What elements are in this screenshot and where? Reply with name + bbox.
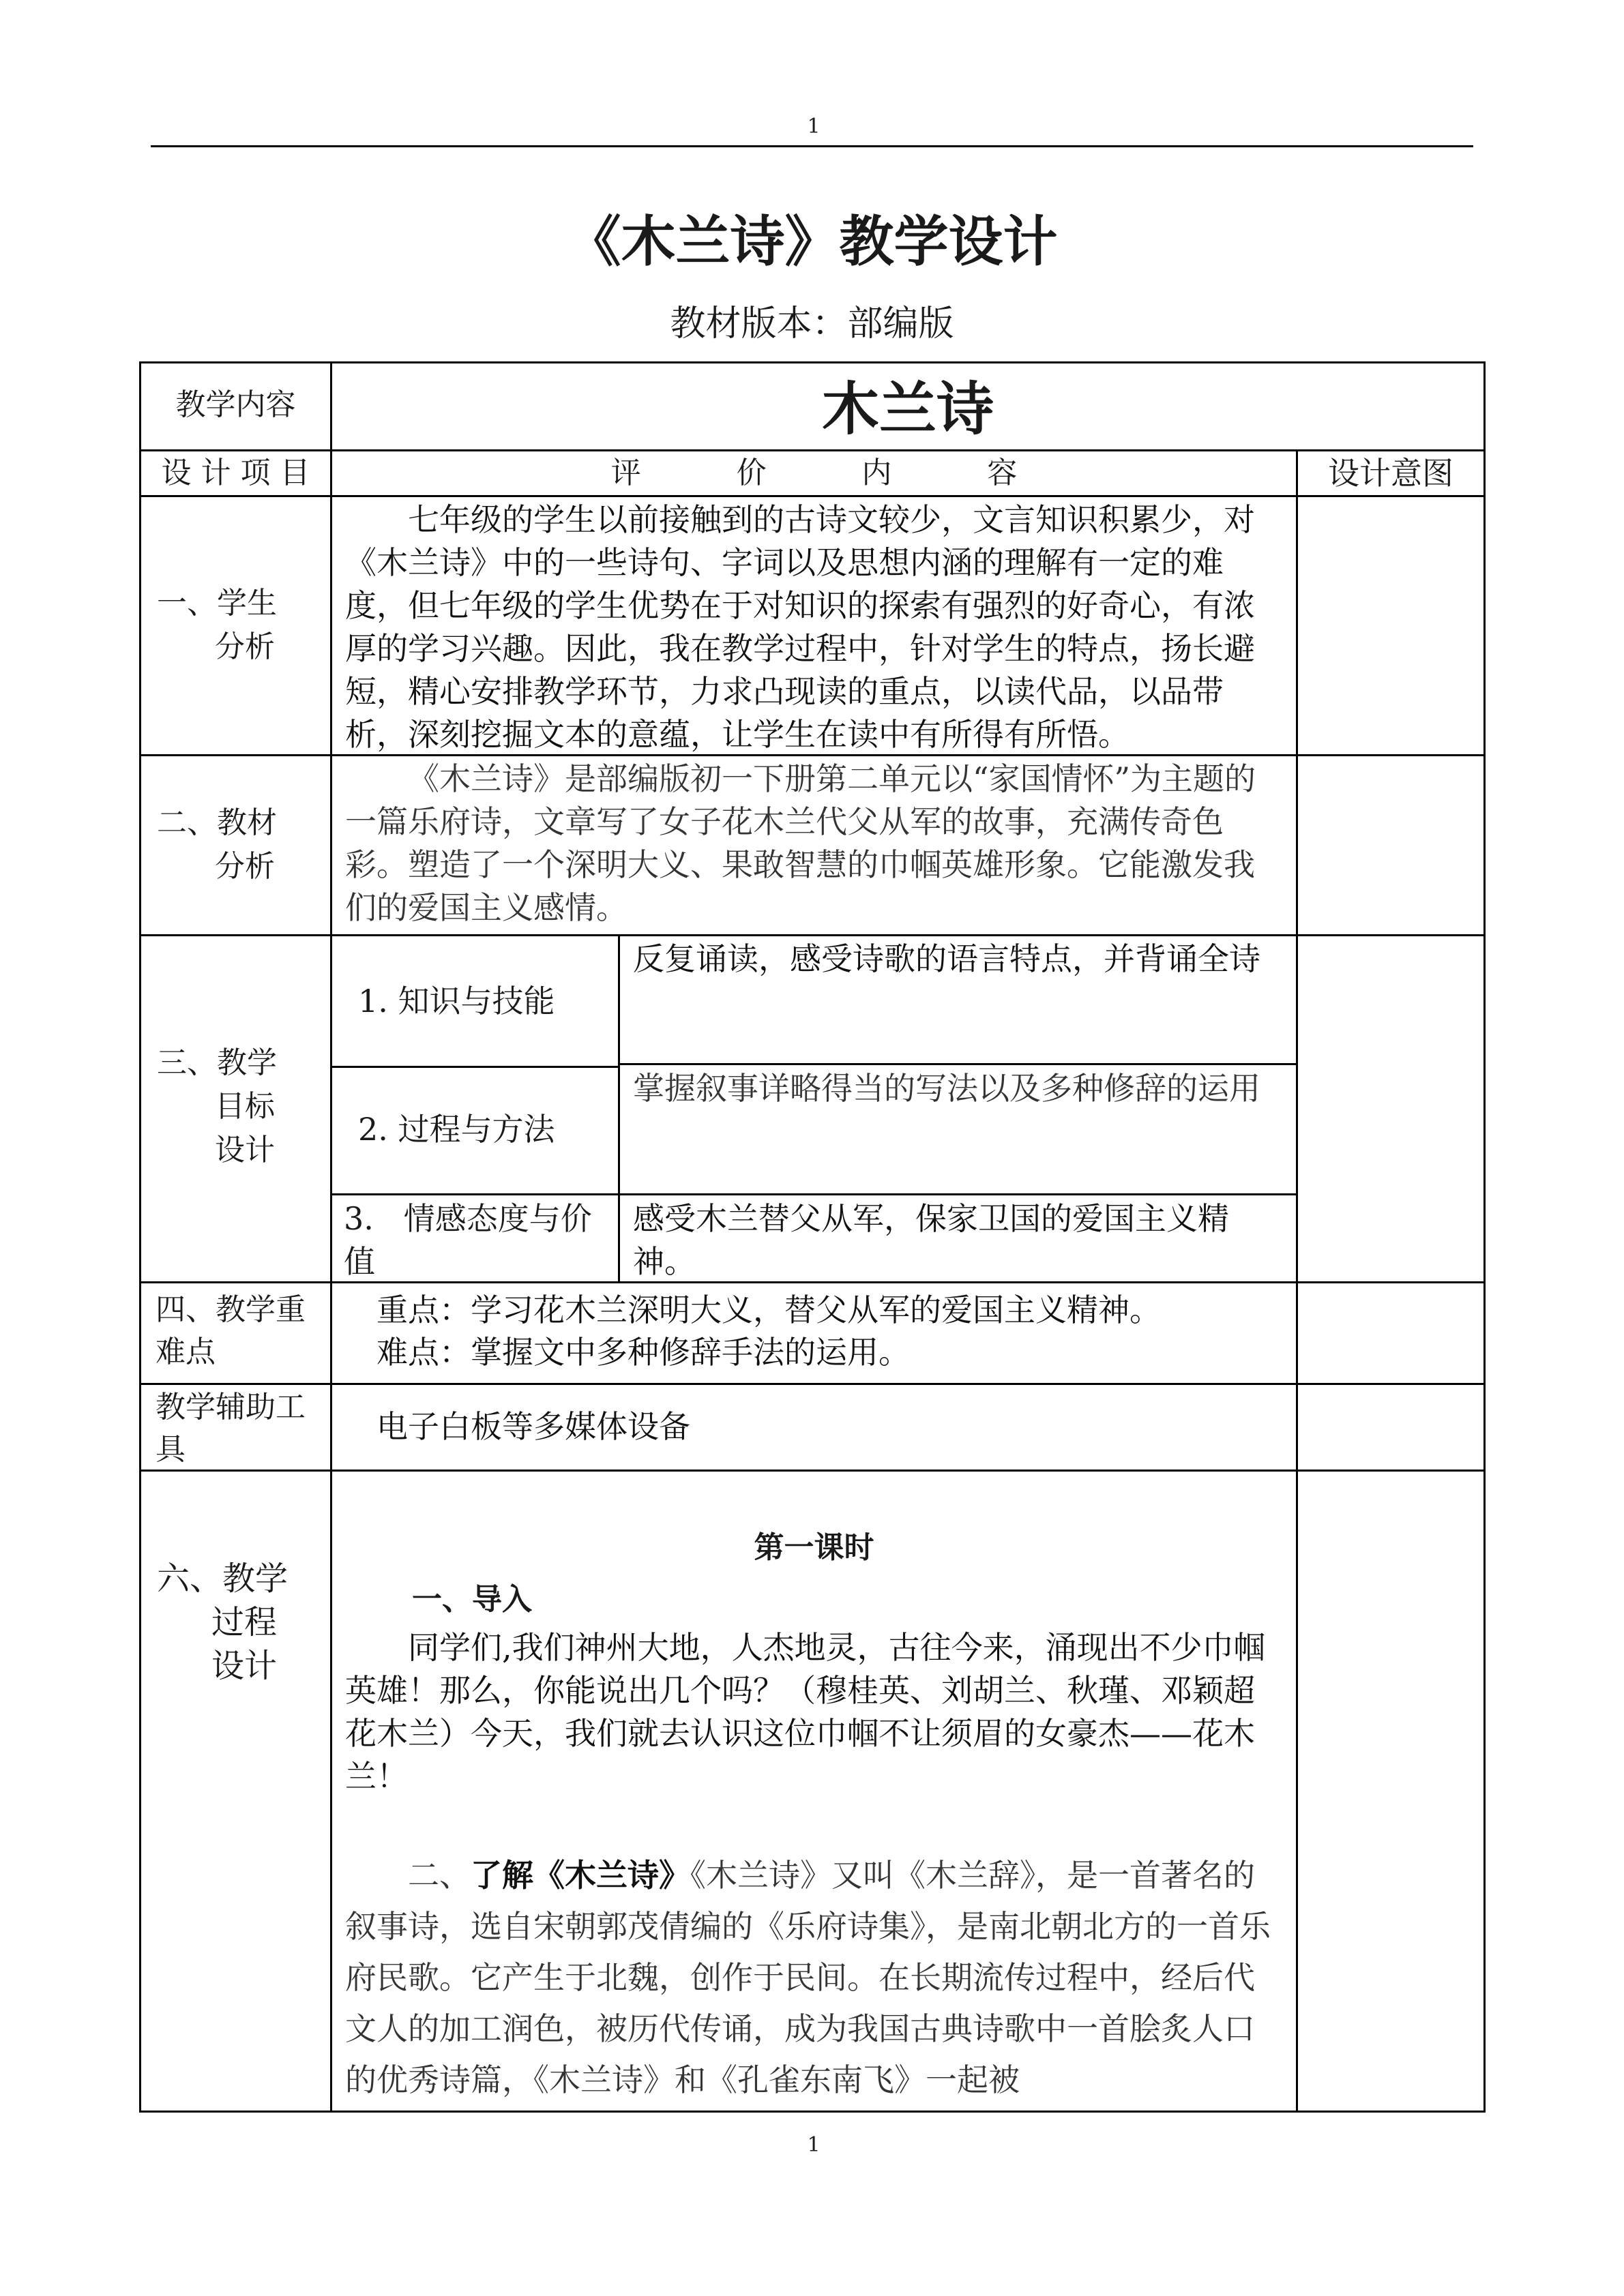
table-rule bbox=[139, 1470, 1486, 1472]
students-text: 七年级的学生以前接触到的古诗文较少，文言知识积累少，对《木兰诗》中的一些诗句、字词以及思想内涵的理解有一定的难度，但七年级的学生优势在于对知识的探索有强烈的好奇心，有浓厚的学习兴趣。因此，我在教学过程中，针对学生的特点，扬长避短，精心安排教学环节，力求凸现读的重点，以读代品，以品带析，深刻挖掘文本的意蕴，让学生在读中有所得有所悟。 bbox=[345, 501, 1255, 753]
goals-label-line2: 目标 bbox=[215, 1089, 275, 1124]
goals-label-line3: 设计 bbox=[215, 1133, 275, 1167]
material-label bbox=[157, 801, 330, 889]
table-border-left bbox=[139, 361, 141, 2113]
table-rule bbox=[139, 934, 1486, 936]
intro-heading: 一、导入 bbox=[412, 1582, 532, 1617]
understand-paragraph bbox=[345, 1850, 1284, 2106]
header-intent: 设计意图 bbox=[1328, 455, 1453, 492]
key-point-focus: 重点：学习花木兰深明大义，替父从军的爱国主义精神。 bbox=[377, 1292, 1161, 1328]
table-rule bbox=[330, 361, 332, 2113]
students-label-line1: 一、学生 bbox=[157, 586, 277, 621]
understand-text: 《木兰诗》又叫《木兰辞》，是一首著名的叙事诗，选自宋朝郭茂倩编的《乐府诗集》，是南北朝北方的一首乐府民歌。它产生于北魏，创作于民间。在长期流传过程中，经后代文人的加工润色，被历代传诵，成为我国古典诗歌中一首脍炙人口的优秀诗篇，《木兰诗》和《孔雀东南飞》一起被 bbox=[345, 1857, 1271, 2098]
students-label bbox=[157, 582, 330, 669]
footer-page-number: 1 bbox=[807, 2133, 821, 2157]
process-label-line2: 过程 bbox=[211, 1603, 278, 1641]
document-subtitle: 教材版本：部编版 bbox=[670, 303, 954, 344]
header-content: 评 价 内 容 bbox=[610, 456, 1018, 490]
key-point-difficulty: 难点：掌握文中多种修辞手法的运用。 bbox=[377, 1334, 910, 1371]
students-label-line2: 分析 bbox=[215, 629, 275, 664]
table-rule bbox=[618, 934, 620, 1281]
table-rule bbox=[139, 495, 1486, 497]
header-rule bbox=[151, 145, 1473, 147]
content-value: 木兰诗 bbox=[821, 376, 994, 443]
goal-desc: 反复诵读，感受诗歌的语言特点，并背诵全诗 bbox=[633, 940, 1260, 977]
intro-text: 同学们,我们神州大地，人杰地灵，古往今来，涌现出不少巾帼英雄！那么，你能说出几个吗？（穆桂英、刘胡兰、秋瑾、邓颖超 花木兰）今天，我们就去认识这位巾帼不让须眉的女豪杰——花木兰！ bbox=[345, 1629, 1265, 1795]
tools-label: 教学辅助工具 bbox=[156, 1390, 306, 1467]
content-label: 教学内容 bbox=[175, 387, 296, 422]
table-rule bbox=[330, 1193, 1296, 1195]
key-points-label: 四、教学重难点 bbox=[156, 1292, 306, 1369]
process-label-line3: 设计 bbox=[211, 1647, 278, 1685]
material-label-line1: 二、教材 bbox=[157, 805, 277, 840]
process-label-line1: 六、教学 bbox=[157, 1560, 289, 1598]
table-rule bbox=[330, 1066, 618, 1068]
understand-prefix: 二、 bbox=[408, 1857, 471, 1894]
material-text: 《木兰诗》是部编版初一下册第二单元以“家国情怀”为主题的一篇乐府诗，文章写了女子花木兰代父从军的故事，充满传奇色彩。塑造了一个深明大义、果敢智慧的巾帼英雄形象。它能激发我们的爱国主义感情。 bbox=[345, 760, 1256, 926]
goal-name: 1. 知识与技能 bbox=[358, 983, 555, 1019]
key-points-text bbox=[377, 1289, 1290, 1373]
goal-name: 2. 过程与方法 bbox=[358, 1111, 555, 1148]
tools-text: 电子白板等多媒体设备 bbox=[377, 1408, 690, 1445]
understand-heading: 了解《木兰诗》 bbox=[471, 1857, 690, 1894]
goals-label-line1: 三、教学 bbox=[157, 1045, 277, 1080]
header-project: 设 计 项 目 bbox=[161, 456, 310, 490]
table-rule bbox=[618, 1063, 1296, 1065]
header-page-number: 1 bbox=[807, 115, 821, 138]
material-label-line2: 分析 bbox=[215, 849, 275, 884]
lesson-heading: 第一课时 bbox=[754, 1530, 874, 1565]
table-border-top bbox=[139, 361, 1486, 363]
table-rule bbox=[139, 1383, 1486, 1385]
goal-desc: 感受木兰替父从军，保家卫国的爱国主义精神。 bbox=[633, 1200, 1229, 1280]
process-label bbox=[157, 1557, 330, 1688]
table-border-right bbox=[1483, 361, 1486, 2113]
goal-desc: 掌握叙事详略得当的写法以及多种修辞的运用 bbox=[633, 1070, 1260, 1107]
goals-label bbox=[157, 1041, 330, 1172]
goal-name: 3. 情感态度与价值 bbox=[344, 1200, 592, 1280]
table-rule bbox=[1296, 449, 1298, 2113]
table-border-bottom bbox=[139, 2111, 1486, 2113]
document-title: 《木兰诗》教学设计 bbox=[566, 210, 1058, 273]
